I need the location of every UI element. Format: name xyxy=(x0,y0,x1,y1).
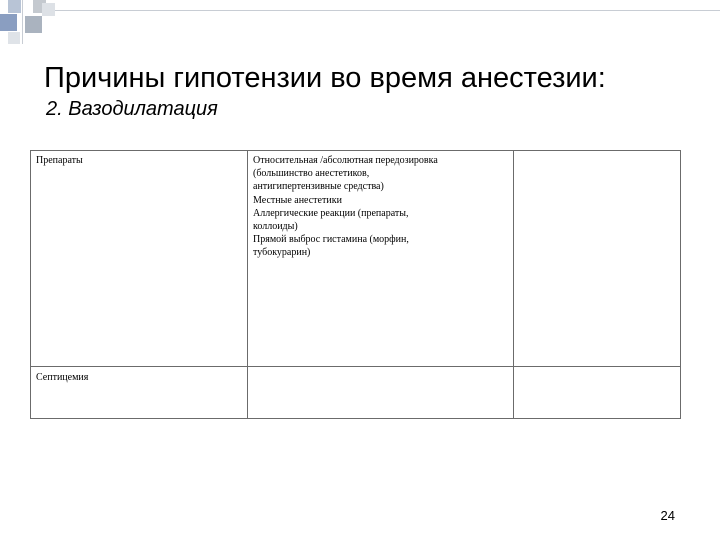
decorative-square xyxy=(25,16,42,33)
detail-line: антигипертензивные средства) xyxy=(253,181,384,193)
slide-subtitle: 2. Вазодилатация xyxy=(46,98,218,120)
decorative-square xyxy=(8,32,20,44)
row-label: Препараты xyxy=(36,155,83,166)
detail-line: тубокурарин) xyxy=(253,247,311,259)
decorative-left-line xyxy=(22,0,23,44)
page-number: 24 xyxy=(660,508,675,523)
decorative-top-line xyxy=(52,10,720,11)
table-cell-details xyxy=(248,367,514,419)
table-row xyxy=(31,151,681,367)
table-cell-extra xyxy=(514,151,681,367)
detail-line: Относительная /абсолютная передозировка xyxy=(253,155,438,166)
slide-title: Причины гипотензии во время анестезии: xyxy=(44,62,606,94)
detail-line: Аллергические реакции (препараты, xyxy=(253,207,409,219)
table-row xyxy=(31,367,681,419)
detail-line: (большинство анестетиков, xyxy=(253,168,370,180)
decorative-square xyxy=(0,14,17,31)
decorative-square xyxy=(42,3,55,16)
table-cell-details xyxy=(248,151,514,367)
causes-table xyxy=(30,150,681,419)
detail-line: коллоиды) xyxy=(253,221,298,233)
decorative-square xyxy=(8,0,21,13)
table-cell-extra xyxy=(514,367,681,419)
table-cell-label xyxy=(31,367,248,419)
detail-line: Местные анестетики xyxy=(253,194,342,206)
row-label: Септицемия xyxy=(36,372,89,383)
table-cell-label xyxy=(31,151,248,367)
detail-line: Прямой выброс гистамина (морфин, xyxy=(253,234,409,246)
